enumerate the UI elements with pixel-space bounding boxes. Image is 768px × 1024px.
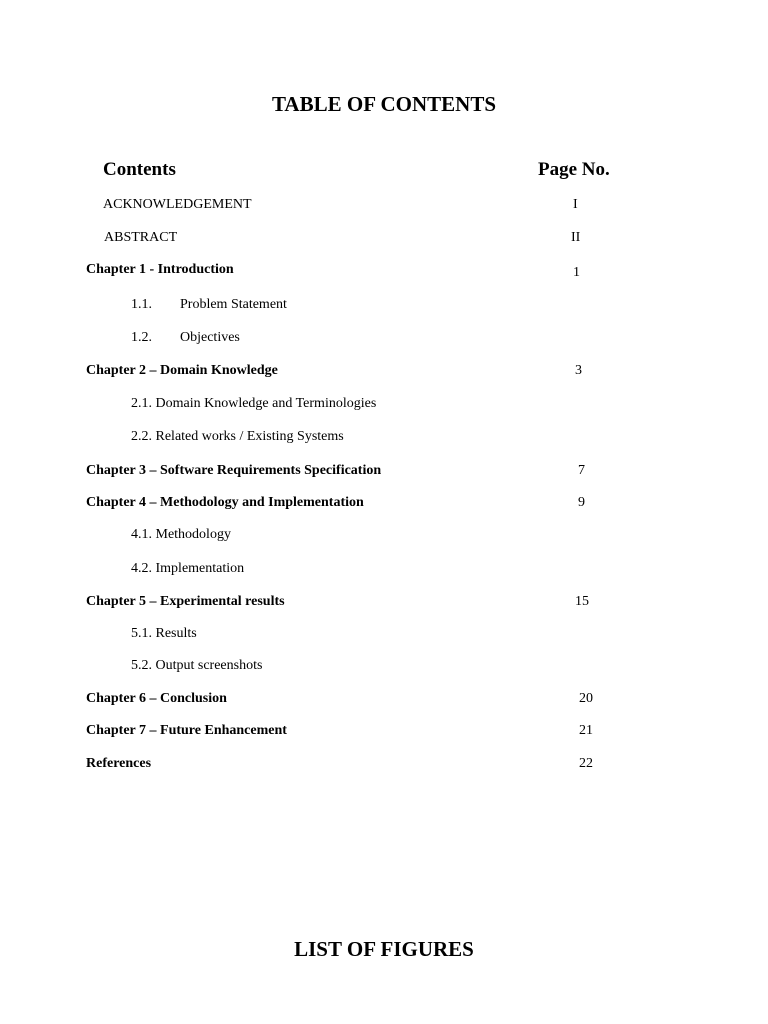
toc-entry-chapter (0, 461, 768, 481)
toc-entry-chapter (0, 361, 768, 381)
toc-entry-section (0, 624, 768, 644)
toc-entry-chapter (0, 592, 768, 612)
toc-entry-label: Chapter 6 – Conclusion (86, 691, 227, 706)
toc-entry-chapter (0, 493, 768, 513)
toc-entry (0, 195, 768, 215)
toc-entry-label: Chapter 5 – Experimental results (86, 594, 285, 609)
toc-title: TABLE OF CONTENTS (271, 92, 497, 116)
toc-entry-page: 9 (578, 495, 585, 510)
toc-entry-page: 3 (575, 363, 582, 378)
toc-entry (0, 228, 768, 248)
list-of-figures-title: LIST OF FIGURES (294, 937, 474, 961)
toc-entry-label: 2.2. Related works / Existing Systems (131, 429, 344, 444)
toc-entry-chapter (0, 754, 768, 774)
toc-entry-label: Chapter 3 – Software Requirements Specification (86, 463, 382, 478)
toc-entry-chapter (0, 721, 768, 741)
toc-entry-label: Chapter 7 – Future Enhancement (86, 723, 287, 738)
toc-entry-label: Objectives (180, 330, 240, 345)
toc-entry-label: 5.1. Results (131, 626, 197, 641)
toc-entry-page: I (573, 197, 578, 212)
toc-entry-label: 2.1. Domain Knowledge and Terminologies (131, 396, 377, 411)
page-number-column-header: Page No. (538, 159, 610, 180)
toc-entry-section (0, 525, 768, 545)
toc-entry-page: 20 (579, 691, 593, 706)
toc-entry-section (0, 295, 768, 315)
toc-entry-label: Chapter 4 – Methodology and Implementation (86, 495, 364, 510)
toc-entry-page: 1 (573, 265, 580, 280)
toc-entry-page: 7 (578, 463, 585, 478)
toc-entry-label: ABSTRACT (104, 230, 178, 245)
toc-entry-section (0, 328, 768, 348)
toc-entry-label: Chapter 1 - Introduction (86, 262, 234, 277)
toc-entry-section (0, 559, 768, 579)
toc-entry-number: 1.1. (131, 297, 152, 312)
toc-entry-number: 1.2. (131, 330, 152, 345)
contents-column-header: Contents (103, 159, 176, 180)
toc-entry-label: ACKNOWLEDGEMENT (103, 197, 252, 212)
toc-entry-label: Problem Statement (180, 297, 287, 312)
toc-entry-page: II (571, 230, 581, 245)
toc-entry-label: 5.2. Output screenshots (131, 658, 263, 673)
toc-entry-section (0, 427, 768, 447)
toc-entry-label: 4.1. Methodology (131, 527, 231, 542)
toc-entry-label: Chapter 2 – Domain Knowledge (86, 363, 278, 378)
toc-entry-section (0, 394, 768, 414)
toc-entry-chapter (0, 689, 768, 709)
toc-entry-chapter (0, 260, 768, 280)
toc-entry-page: 15 (575, 594, 589, 609)
toc-entry-page: 22 (579, 756, 593, 771)
toc-entry-section (0, 656, 768, 676)
toc-entry-label: References (86, 756, 152, 771)
toc-entry-label: 4.2. Implementation (131, 561, 245, 576)
toc-entry-page: 21 (579, 723, 593, 738)
